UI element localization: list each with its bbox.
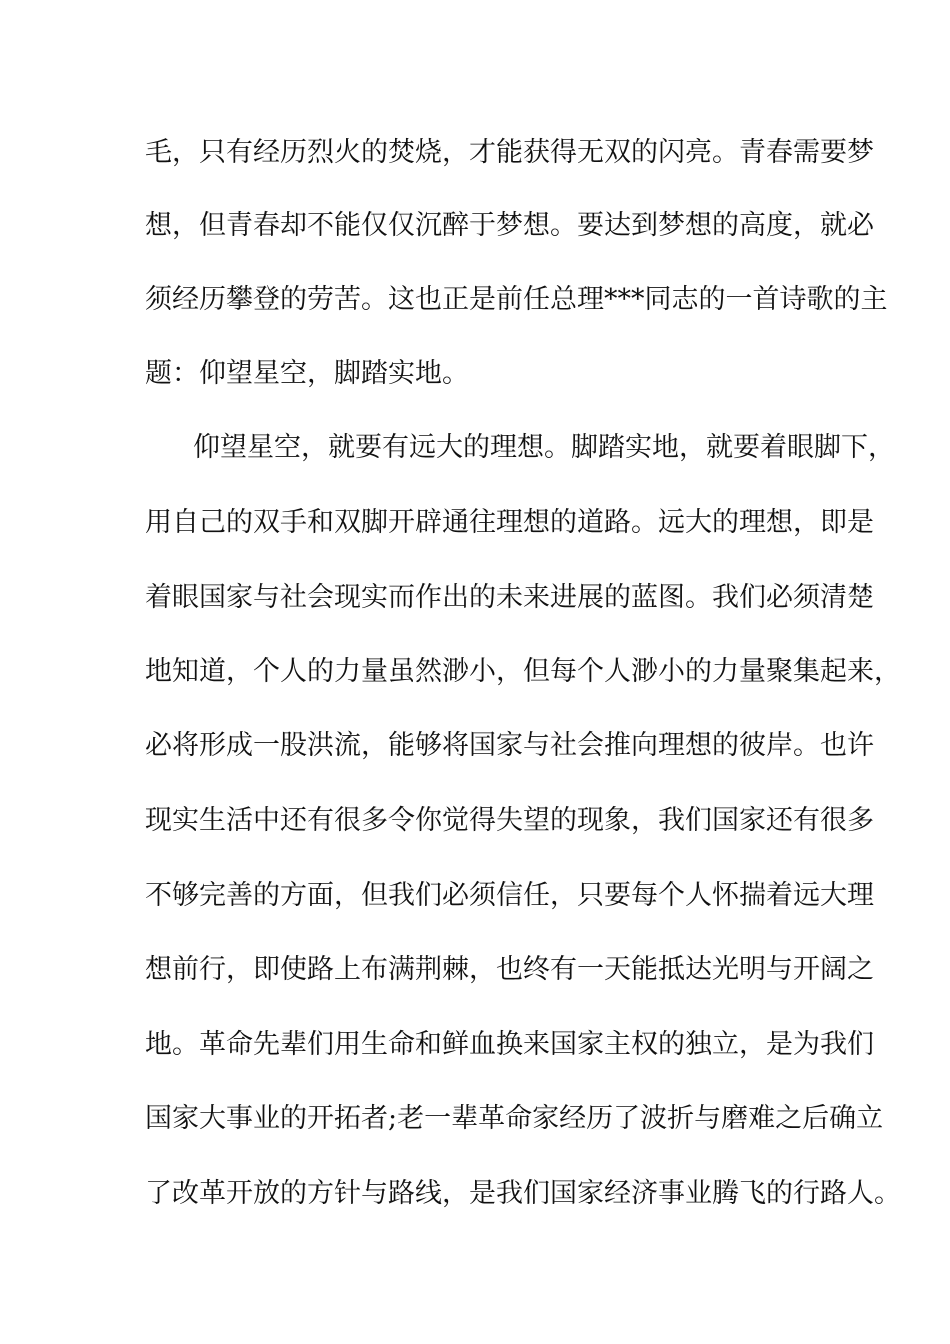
- text-line: 毛，只有经历烈火的焚烧，才能获得无双的闪亮。青春需要梦: [145, 137, 874, 168]
- text-line: 了改革开放的方针与路线，是我们国家经济事业腾飞的行路人。: [145, 1178, 901, 1209]
- text-line: 不够完善的方面，但我们必须信任，只要每个人怀揣着远大理: [145, 880, 874, 911]
- text-line: 现实生活中还有很多令你觉得失望的现象，我们国家还有很多: [145, 805, 874, 836]
- text-line: 用自己的双手和双脚开辟通往理想的道路。远大的理想，即是: [145, 507, 874, 538]
- paragraph-first-line: 仰望星空，就要有远大的理想。脚踏实地，就要着眼脚下，: [193, 432, 895, 463]
- text-line: 须经历攀登的劳苦。这也正是前任总理***同志的一首诗歌的主: [145, 284, 888, 315]
- text-line: 着眼国家与社会现实而作出的未来进展的蓝图。我们必须清楚: [145, 582, 874, 613]
- text-line: 地知道，个人的力量虽然渺小，但每个人渺小的力量聚集起来，: [145, 656, 901, 687]
- text-line: 想前行，即使路上布满荆棘，也终有一天能抵达光明与开阔之: [145, 954, 874, 985]
- text-line: 地。革命先辈们用生命和鲜血换来国家主权的独立，是为我们: [145, 1029, 874, 1060]
- text-line: 题：仰望星空，脚踏实地。: [145, 358, 469, 389]
- text-line: 国家大事业的开拓者;老一辈革命家经历了波折与磨难之后确立: [145, 1103, 884, 1134]
- text-line: 必将形成一股洪流，能够将国家与社会推向理想的彼岸。也许: [145, 730, 874, 761]
- text-line: 想，但青春却不能仅仅沉醉于梦想。要达到梦想的高度，就必: [145, 210, 874, 241]
